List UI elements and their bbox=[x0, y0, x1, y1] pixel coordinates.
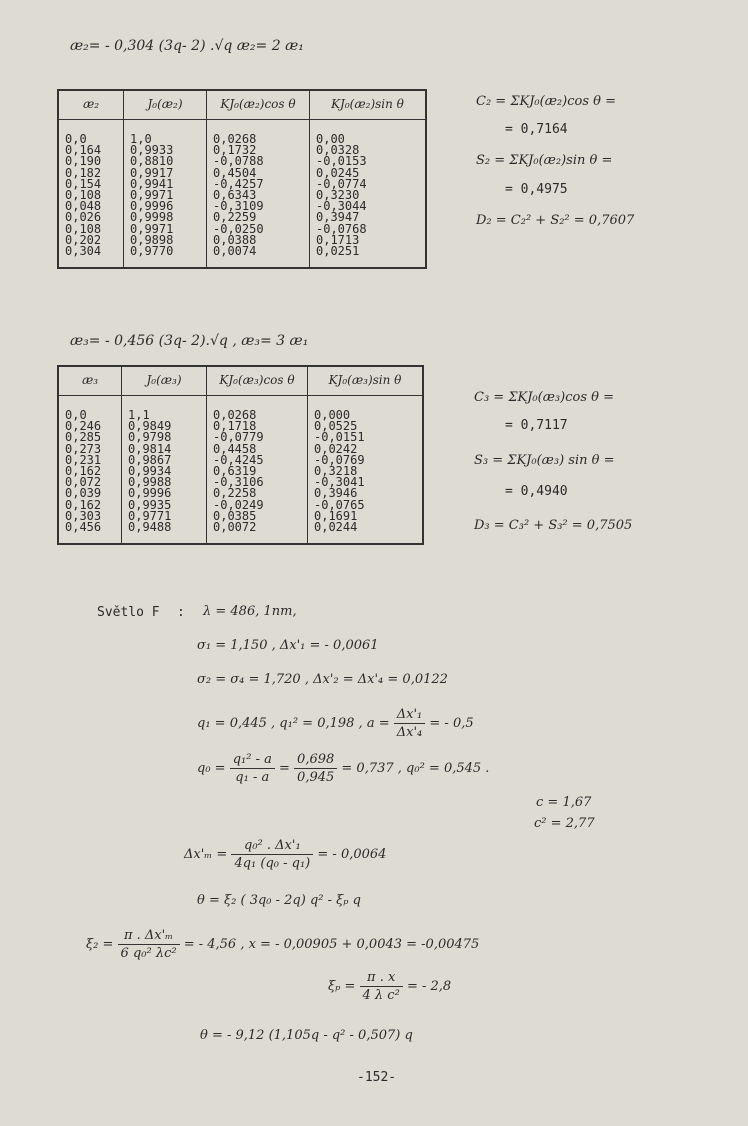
table-cell: 0,0388 bbox=[213, 232, 257, 247]
table-cell: 0,0245 bbox=[316, 165, 360, 180]
table-cell: 0,164 bbox=[65, 143, 102, 158]
d2-formula: D₂ = C₂² + S₂² = 0,7607 bbox=[476, 213, 635, 228]
table-column bbox=[58, 396, 122, 545]
q0-numeric-denominator: 0,945 bbox=[297, 770, 335, 785]
table-cell: 0,202 bbox=[65, 232, 102, 247]
table-cell: -0,0249 bbox=[213, 497, 264, 512]
table-cell: 0,285 bbox=[65, 430, 102, 445]
c2-formula: C₂ = ΣKJ₀(æ₂)cos θ = bbox=[476, 94, 616, 109]
dxm-value: = - 0,0064 bbox=[317, 847, 387, 862]
dxm-label: Δx'ₘ = bbox=[184, 847, 228, 862]
table-cell: -0,3044 bbox=[316, 199, 367, 214]
table-cell: -0,4245 bbox=[213, 452, 264, 467]
c3-value: = 0,7117 bbox=[505, 418, 568, 433]
table-cell: 0,162 bbox=[65, 463, 102, 478]
table-cell: 0,0251 bbox=[316, 243, 360, 258]
xip-fraction-numerator: π . x bbox=[360, 970, 403, 987]
table-cell: 0,0242 bbox=[314, 441, 358, 456]
table-header: KJ₀(æ₃)cos θ bbox=[207, 366, 308, 396]
table-cell: 0,9988 bbox=[128, 475, 172, 490]
table-header: KJ₀(æ₂)sin θ bbox=[310, 90, 427, 120]
table-cell: 0,9934 bbox=[128, 463, 172, 478]
s3-formula: S₃ = ΣKJ₀(æ₃) sin θ = bbox=[474, 453, 615, 468]
table-cell: 1,0 bbox=[130, 132, 152, 146]
table-cell: 0,9849 bbox=[128, 419, 172, 434]
q0-fraction-numerator: q₁² - a bbox=[230, 752, 275, 769]
table-cell: 0,273 bbox=[65, 441, 102, 456]
xip-fraction-denominator: 4 λ c² bbox=[362, 988, 400, 1003]
table-cell: -0,0774 bbox=[316, 176, 367, 191]
table-cell: 0,3947 bbox=[316, 210, 360, 225]
xip-fraction bbox=[360, 970, 403, 1003]
q1-line bbox=[197, 707, 474, 740]
svetlo-colon: : bbox=[177, 605, 185, 620]
table-column bbox=[124, 120, 207, 269]
table-cell: -0,0769 bbox=[314, 452, 365, 467]
table-cell: 0,182 bbox=[65, 165, 102, 180]
table-cell: 0,4458 bbox=[213, 441, 257, 456]
table-cell: 0,9798 bbox=[128, 430, 172, 445]
table-cell: 0,0 bbox=[65, 132, 87, 146]
table-header: J₀(æ₃) bbox=[122, 366, 207, 396]
table-cell: 0,0268 bbox=[213, 132, 257, 146]
table-cell: 0,0 bbox=[65, 408, 87, 422]
table-cell: -0,4257 bbox=[213, 176, 264, 191]
table-cell: 0,000 bbox=[314, 408, 351, 422]
block2-header-formula: æ₃= - 0,456 (3q- 2).√q , æ₃= 3 æ₁ bbox=[70, 333, 309, 349]
a-fraction-denominator: Δx'₄ bbox=[396, 725, 423, 740]
table-cell: 0,6343 bbox=[213, 187, 257, 202]
table-cell: -0,0153 bbox=[316, 154, 367, 169]
table-cell: -0,3041 bbox=[314, 475, 365, 490]
a-fraction-numerator: Δx'₁ bbox=[394, 707, 426, 724]
table-cell: 0,4504 bbox=[213, 165, 257, 180]
table-cell: 0,2258 bbox=[213, 486, 257, 501]
theta-result: θ = - 9,12 (1,105q - q² - 0,507) q bbox=[200, 1028, 413, 1043]
xi2-fraction bbox=[118, 928, 180, 961]
table-cell: 0,304 bbox=[65, 243, 102, 258]
table-cell: 0,9971 bbox=[130, 187, 174, 202]
d3-formula: D₃ = C₃² + S₃² = 0,7505 bbox=[474, 518, 633, 533]
s3-value: = 0,4940 bbox=[505, 484, 568, 499]
block1-table bbox=[57, 89, 427, 269]
s2-value: = 0,4975 bbox=[505, 182, 568, 197]
dxm-fraction bbox=[231, 838, 313, 871]
table-cell: 0,0385 bbox=[213, 508, 257, 523]
svetlo-label: Světlo F bbox=[97, 605, 160, 620]
table-cell: -0,0788 bbox=[213, 154, 264, 169]
table-cell: 0,1718 bbox=[213, 419, 257, 434]
table-cell: 0,108 bbox=[65, 187, 102, 202]
table-cell: -0,0765 bbox=[314, 497, 365, 512]
table-cell: 0,9771 bbox=[128, 508, 172, 523]
table-cell: 0,0074 bbox=[213, 243, 257, 258]
table-cell: 0,9933 bbox=[130, 143, 174, 158]
q0-fraction bbox=[230, 752, 275, 785]
q0-label: q₀ = bbox=[197, 761, 226, 776]
table-cell: 0,108 bbox=[65, 221, 102, 236]
dxm-line bbox=[184, 838, 386, 871]
table-header: J₀(æ₂) bbox=[124, 90, 207, 120]
table-cell: 0,0072 bbox=[213, 519, 257, 534]
table-cell: 0,1691 bbox=[314, 508, 358, 523]
table-cell: 0,190 bbox=[65, 154, 102, 169]
dxm-fraction-numerator: q₀² . Δx'₁ bbox=[231, 838, 313, 855]
table-cell: 0,9998 bbox=[130, 210, 174, 225]
table-cell: 0,3218 bbox=[314, 463, 358, 478]
table-column bbox=[122, 396, 207, 545]
table-cell: 0,154 bbox=[65, 176, 102, 191]
lambda-line: λ = 486, 1nm, bbox=[203, 604, 297, 619]
s2-formula: S₂ = ΣKJ₀(æ₂)sin θ = bbox=[476, 153, 613, 168]
table-cell: 0,456 bbox=[65, 519, 102, 534]
table-cell: 0,6319 bbox=[213, 463, 257, 478]
xi2-fraction-numerator: π . Δx'ₘ bbox=[118, 928, 180, 945]
table-cell: 0,246 bbox=[65, 419, 102, 434]
xi2-fraction-denominator: 6 q₀² λc² bbox=[120, 946, 177, 961]
sigma2-line: σ₂ = σ₄ = 1,720 , Δx'₂ = Δx'₄ = 0,0122 bbox=[197, 672, 448, 687]
q0-line bbox=[197, 752, 489, 785]
table-cell: 0,9917 bbox=[130, 165, 174, 180]
table-cell: 0,3946 bbox=[314, 486, 358, 501]
table-cell: 0,9488 bbox=[128, 519, 172, 534]
q1-text: q₁ = 0,445 , q₁² = 0,198 , a = bbox=[197, 716, 390, 731]
c3-formula: C₃ = ΣKJ₀(æ₃)cos θ = bbox=[474, 390, 614, 405]
table-cell: 0,303 bbox=[65, 508, 102, 523]
xip-value: = - 2,8 bbox=[406, 979, 452, 994]
q0-numeric-numerator: 0,698 bbox=[294, 752, 337, 769]
q0-value: = 0,737 , q₀² = 0,545 . bbox=[341, 761, 490, 776]
table-cell: -0,3109 bbox=[213, 199, 264, 214]
table-cell: 1,1 bbox=[128, 408, 150, 422]
theta-formula: θ = ξ₂ ( 3q₀ - 2q) q² - ξₚ q bbox=[197, 893, 361, 908]
page-number: -152- bbox=[357, 1070, 397, 1085]
q0-equals: = bbox=[279, 761, 290, 776]
table-column bbox=[207, 396, 308, 545]
table-cell: 0,0244 bbox=[314, 519, 358, 534]
table-cell: 0,9996 bbox=[128, 486, 172, 501]
xip-line bbox=[328, 970, 451, 1003]
block2-table bbox=[57, 365, 424, 545]
table-column bbox=[58, 120, 124, 269]
table-cell: 0,8810 bbox=[130, 154, 174, 169]
c2-value: = 0,7164 bbox=[505, 122, 568, 137]
table-cell: 0,00 bbox=[316, 132, 345, 146]
table-cell: 0,1732 bbox=[213, 143, 257, 158]
table-cell: -0,0151 bbox=[314, 430, 365, 445]
table-cell: 0,0525 bbox=[314, 419, 358, 434]
table-cell: 0,231 bbox=[65, 452, 102, 467]
xi2-value: = - 4,56 , x = - 0,00905 + 0,0043 = -0,00475 bbox=[183, 937, 480, 952]
table-cell: -0,0779 bbox=[213, 430, 264, 445]
table-cell: 0,2259 bbox=[213, 210, 257, 225]
table-cell: 0,9941 bbox=[130, 176, 174, 191]
xi2-label: ξ₂ = bbox=[86, 937, 114, 952]
q0-fraction-denominator: q₁ - a bbox=[235, 770, 270, 785]
table-column bbox=[310, 120, 427, 269]
table-cell: 0,9971 bbox=[130, 221, 174, 236]
table-cell: -0,0768 bbox=[316, 221, 367, 236]
xip-label: ξₚ = bbox=[328, 979, 356, 994]
table-cell: 0,3230 bbox=[316, 187, 360, 202]
table-header: æ₃ bbox=[58, 366, 122, 396]
table-header: æ₂ bbox=[58, 90, 124, 120]
table-cell: 0,0268 bbox=[213, 408, 257, 422]
q0-numeric-fraction bbox=[294, 752, 337, 785]
table-cell: 0,9770 bbox=[130, 243, 174, 258]
table-header: KJ₀(æ₂)cos θ bbox=[207, 90, 310, 120]
table-cell: 0,072 bbox=[65, 475, 102, 490]
sigma1-line: σ₁ = 1,150 , Δx'₁ = - 0,0061 bbox=[197, 638, 379, 653]
table-column bbox=[207, 120, 310, 269]
table-cell: 0,162 bbox=[65, 497, 102, 512]
table-cell: -0,3106 bbox=[213, 475, 264, 490]
a-value: = - 0,5 bbox=[429, 716, 474, 731]
table-cell: 0,0328 bbox=[316, 143, 360, 158]
table-cell: 0,9814 bbox=[128, 441, 172, 456]
table-cell: 0,048 bbox=[65, 199, 102, 214]
table-header: KJ₀(æ₃)sin θ bbox=[308, 366, 424, 396]
block1-header-formula: æ₂= - 0,304 (3q- 2) .√q æ₂= 2 æ₁ bbox=[70, 38, 304, 54]
table-cell: 0,1713 bbox=[316, 232, 360, 247]
table-cell: 0,026 bbox=[65, 210, 102, 225]
table-cell: 0,9867 bbox=[128, 452, 172, 467]
table-cell: 0,039 bbox=[65, 486, 102, 501]
dxm-fraction-denominator: 4q₁ (q₀ - q₁) bbox=[234, 856, 311, 871]
table-cell: 0,9898 bbox=[130, 232, 174, 247]
c-value: c = 1,67 bbox=[536, 795, 592, 810]
xi2-line bbox=[86, 928, 479, 961]
table-cell: 0,9935 bbox=[128, 497, 172, 512]
c-squared-value: c² = 2,77 bbox=[534, 816, 595, 831]
table-cell: 0,9996 bbox=[130, 199, 174, 214]
table-column bbox=[308, 396, 424, 545]
table-cell: -0,0250 bbox=[213, 221, 264, 236]
a-fraction bbox=[394, 707, 426, 740]
